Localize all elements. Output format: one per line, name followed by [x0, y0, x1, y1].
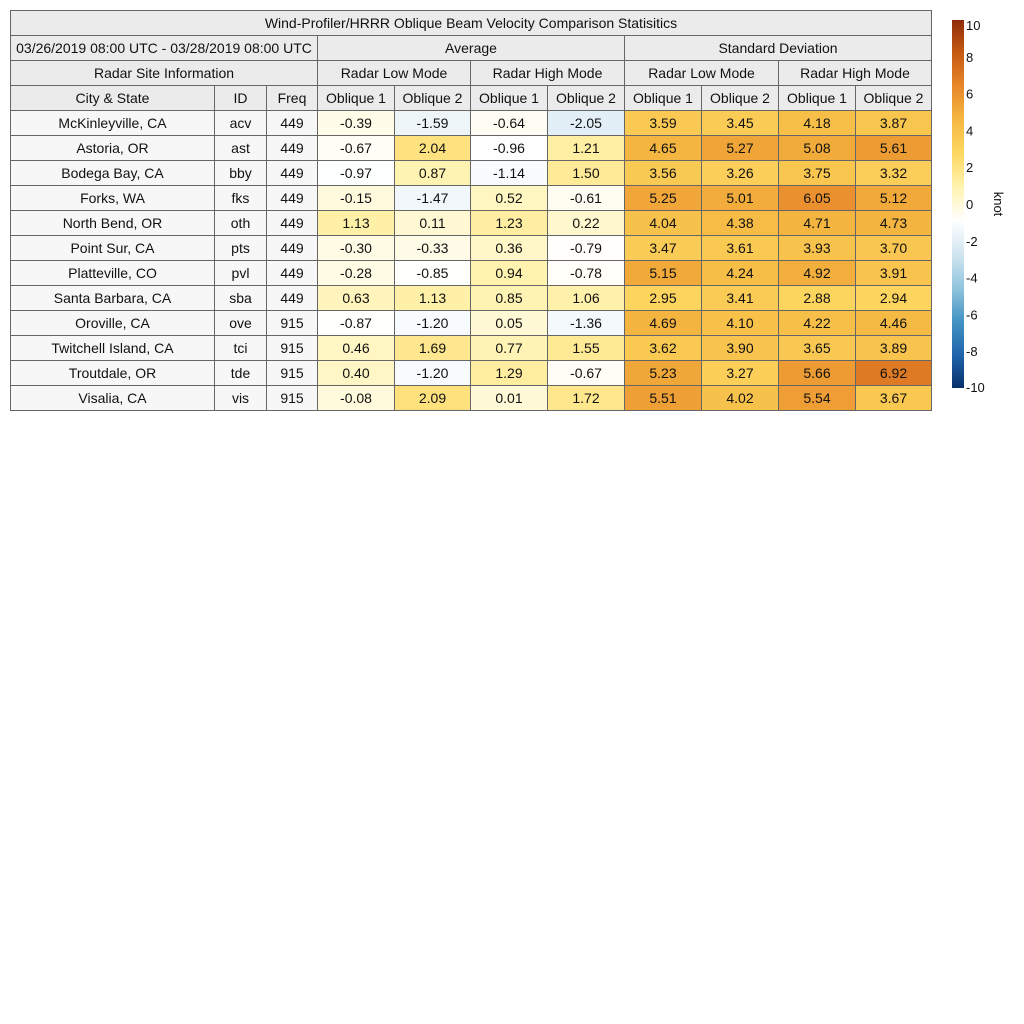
site-id: ast — [215, 136, 267, 161]
value-cell: -0.15 — [318, 186, 395, 211]
value-cell: 3.56 — [625, 161, 702, 186]
value-cell: -0.61 — [548, 186, 625, 211]
table-row — [11, 211, 932, 236]
value-cell: 4.18 — [779, 111, 856, 136]
value-cell: 1.13 — [318, 211, 395, 236]
beam-header: Oblique 2 — [702, 86, 779, 111]
table-row — [11, 136, 932, 161]
value-cell: 2.04 — [395, 136, 471, 161]
value-cell: 4.73 — [856, 211, 932, 236]
value-cell: -0.96 — [471, 136, 548, 161]
value-cell: -1.20 — [395, 361, 471, 386]
value-cell: -0.28 — [318, 261, 395, 286]
value-cell: -0.64 — [471, 111, 548, 136]
value-cell: 1.21 — [548, 136, 625, 161]
table-row — [11, 311, 932, 336]
site-freq: 449 — [267, 286, 318, 311]
value-cell: 3.91 — [856, 261, 932, 286]
table-row — [11, 261, 932, 286]
colorbar-tick-label: -10 — [966, 380, 985, 395]
value-cell: 2.88 — [779, 286, 856, 311]
value-cell: 0.05 — [471, 311, 548, 336]
value-cell: 4.69 — [625, 311, 702, 336]
value-cell: 0.85 — [471, 286, 548, 311]
site-id: pts — [215, 236, 267, 261]
value-cell: 4.38 — [702, 211, 779, 236]
value-cell: 1.50 — [548, 161, 625, 186]
value-cell: 1.06 — [548, 286, 625, 311]
value-cell: 2.94 — [856, 286, 932, 311]
colorbar-tick-label: -2 — [966, 233, 978, 249]
value-cell: -0.97 — [318, 161, 395, 186]
beam-header: Oblique 2 — [856, 86, 932, 111]
beam-header: Oblique 1 — [318, 86, 395, 111]
table-row — [11, 161, 932, 186]
value-cell: -0.87 — [318, 311, 395, 336]
site-id: pvl — [215, 261, 267, 286]
value-cell: 2.95 — [625, 286, 702, 311]
average-header: Average — [318, 36, 625, 61]
value-cell: -0.78 — [548, 261, 625, 286]
colorbar-tick-label: 2 — [966, 160, 974, 176]
value-cell: 3.47 — [625, 236, 702, 261]
date-range: 03/26/2019 08:00 UTC - 03/28/2019 08:00 UTC — [11, 36, 318, 61]
value-cell: 4.46 — [856, 311, 932, 336]
value-cell: 4.71 — [779, 211, 856, 236]
site-id: ove — [215, 311, 267, 336]
value-cell: 4.22 — [779, 311, 856, 336]
value-cell: -0.08 — [318, 386, 395, 411]
std-dev-header: Standard Deviation — [625, 36, 932, 61]
colorbar-tick-label: -8 — [966, 344, 978, 360]
value-cell: 4.92 — [779, 261, 856, 286]
beam-header: Oblique 1 — [779, 86, 856, 111]
colorbar-label: knot — [991, 191, 1006, 217]
value-cell: 5.66 — [779, 361, 856, 386]
std-high-mode-header: Radar High Mode — [779, 61, 932, 86]
value-cell: 5.51 — [625, 386, 702, 411]
value-cell: 3.32 — [856, 161, 932, 186]
value-cell: -0.39 — [318, 111, 395, 136]
value-cell: 3.61 — [702, 236, 779, 261]
value-cell: 3.70 — [856, 236, 932, 261]
colorbar-tick-label: 6 — [966, 86, 974, 102]
avg-low-mode-header: Radar Low Mode — [318, 61, 471, 86]
value-cell: 1.13 — [395, 286, 471, 311]
value-cell: -2.05 — [548, 111, 625, 136]
colorbar-tick-label: 10 — [966, 20, 981, 33]
value-cell: 5.15 — [625, 261, 702, 286]
site-city: Troutdale, OR — [11, 361, 215, 386]
value-cell: 3.27 — [702, 361, 779, 386]
value-cell: 5.01 — [702, 186, 779, 211]
value-cell: 3.41 — [702, 286, 779, 311]
colorbar-tick-label: -6 — [966, 307, 978, 323]
value-cell: 4.04 — [625, 211, 702, 236]
value-cell: -0.79 — [548, 236, 625, 261]
site-city: Santa Barbara, CA — [11, 286, 215, 311]
site-freq: 449 — [267, 111, 318, 136]
site-freq: 449 — [267, 186, 318, 211]
value-cell: 1.69 — [395, 336, 471, 361]
value-cell: 6.92 — [856, 361, 932, 386]
site-id: oth — [215, 211, 267, 236]
value-cell: 3.93 — [779, 236, 856, 261]
value-cell: 3.67 — [856, 386, 932, 411]
site-info-header: Radar Site Information — [11, 61, 318, 86]
value-cell: 3.89 — [856, 336, 932, 361]
value-cell: -0.30 — [318, 236, 395, 261]
value-cell: 3.59 — [625, 111, 702, 136]
value-cell: 0.36 — [471, 236, 548, 261]
site-city: Bodega Bay, CA — [11, 161, 215, 186]
site-city: Visalia, CA — [11, 386, 215, 411]
value-cell: 5.25 — [625, 186, 702, 211]
value-cell: 3.62 — [625, 336, 702, 361]
table-row — [11, 186, 932, 211]
beam-header: Oblique 1 — [471, 86, 548, 111]
value-cell: 0.63 — [318, 286, 395, 311]
freq-header: Freq — [267, 86, 318, 111]
city-state-header: City & State — [11, 86, 215, 111]
value-cell: 5.27 — [702, 136, 779, 161]
value-cell: 0.87 — [395, 161, 471, 186]
value-cell: -0.67 — [548, 361, 625, 386]
site-freq: 915 — [267, 336, 318, 361]
value-cell: 6.05 — [779, 186, 856, 211]
value-cell: 1.23 — [471, 211, 548, 236]
value-cell: 0.22 — [548, 211, 625, 236]
table-row — [11, 111, 932, 136]
value-cell: -1.36 — [548, 311, 625, 336]
avg-high-mode-header: Radar High Mode — [471, 61, 625, 86]
std-low-mode-header: Radar Low Mode — [625, 61, 779, 86]
id-header: ID — [215, 86, 267, 111]
value-cell: 1.55 — [548, 336, 625, 361]
value-cell: 1.29 — [471, 361, 548, 386]
value-cell: 4.24 — [702, 261, 779, 286]
value-cell: 5.12 — [856, 186, 932, 211]
site-city: Astoria, OR — [11, 136, 215, 161]
value-cell: 4.02 — [702, 386, 779, 411]
value-cell: 0.11 — [395, 211, 471, 236]
site-id: tci — [215, 336, 267, 361]
site-city: Forks, WA — [11, 186, 215, 211]
beam-header: Oblique 2 — [548, 86, 625, 111]
colorbar-tick-label: -4 — [966, 270, 978, 286]
table-row — [11, 236, 932, 261]
site-city: Oroville, CA — [11, 311, 215, 336]
site-id: sba — [215, 286, 267, 311]
site-city: Twitchell Island, CA — [11, 336, 215, 361]
value-cell: -0.67 — [318, 136, 395, 161]
value-cell: 0.52 — [471, 186, 548, 211]
value-cell: 3.45 — [702, 111, 779, 136]
site-id: fks — [215, 186, 267, 211]
site-freq: 449 — [267, 261, 318, 286]
site-freq: 449 — [267, 136, 318, 161]
value-cell: -1.59 — [395, 111, 471, 136]
value-cell: 3.75 — [779, 161, 856, 186]
chart-title: Wind-Profiler/HRRR Oblique Beam Velocity Comparison Statisitics — [11, 11, 932, 36]
colorbar-gradient — [952, 20, 964, 388]
table-row — [11, 386, 932, 411]
site-freq: 915 — [267, 386, 318, 411]
value-cell: 5.23 — [625, 361, 702, 386]
value-cell: 0.01 — [471, 386, 548, 411]
value-cell: -0.85 — [395, 261, 471, 286]
value-cell: 3.90 — [702, 336, 779, 361]
value-cell: -1.20 — [395, 311, 471, 336]
value-cell: 3.87 — [856, 111, 932, 136]
site-city: Point Sur, CA — [11, 236, 215, 261]
value-cell: 5.08 — [779, 136, 856, 161]
site-city: North Bend, OR — [11, 211, 215, 236]
site-id: acv — [215, 111, 267, 136]
colorbar-tick-label: 0 — [966, 197, 974, 212]
value-cell: -0.33 — [395, 236, 471, 261]
beam-header: Oblique 2 — [395, 86, 471, 111]
colorbar-tick-label: 8 — [966, 49, 974, 65]
table-row — [11, 361, 932, 386]
value-cell: 4.10 — [702, 311, 779, 336]
site-city: Platteville, CO — [11, 261, 215, 286]
colorbar — [940, 20, 1010, 410]
site-freq: 449 — [267, 211, 318, 236]
value-cell: -1.14 — [471, 161, 548, 186]
site-freq: 449 — [267, 161, 318, 186]
value-cell: 5.54 — [779, 386, 856, 411]
site-city: McKinleyville, CA — [11, 111, 215, 136]
value-cell: 4.65 — [625, 136, 702, 161]
table-row — [11, 286, 932, 311]
site-id: bby — [215, 161, 267, 186]
value-cell: -1.47 — [395, 186, 471, 211]
beam-header: Oblique 1 — [625, 86, 702, 111]
value-cell: 3.26 — [702, 161, 779, 186]
value-cell: 0.77 — [471, 336, 548, 361]
table-row — [11, 336, 932, 361]
site-freq: 915 — [267, 361, 318, 386]
site-id: vis — [215, 386, 267, 411]
colorbar-tick-label: 4 — [966, 123, 974, 139]
site-freq: 449 — [267, 236, 318, 261]
value-cell: 0.40 — [318, 361, 395, 386]
value-cell: 0.94 — [471, 261, 548, 286]
site-freq: 915 — [267, 311, 318, 336]
site-id: tde — [215, 361, 267, 386]
value-cell: 0.46 — [318, 336, 395, 361]
value-cell: 2.09 — [395, 386, 471, 411]
value-cell: 3.65 — [779, 336, 856, 361]
value-cell: 5.61 — [856, 136, 932, 161]
value-cell: 1.72 — [548, 386, 625, 411]
statistics-table — [10, 10, 932, 411]
